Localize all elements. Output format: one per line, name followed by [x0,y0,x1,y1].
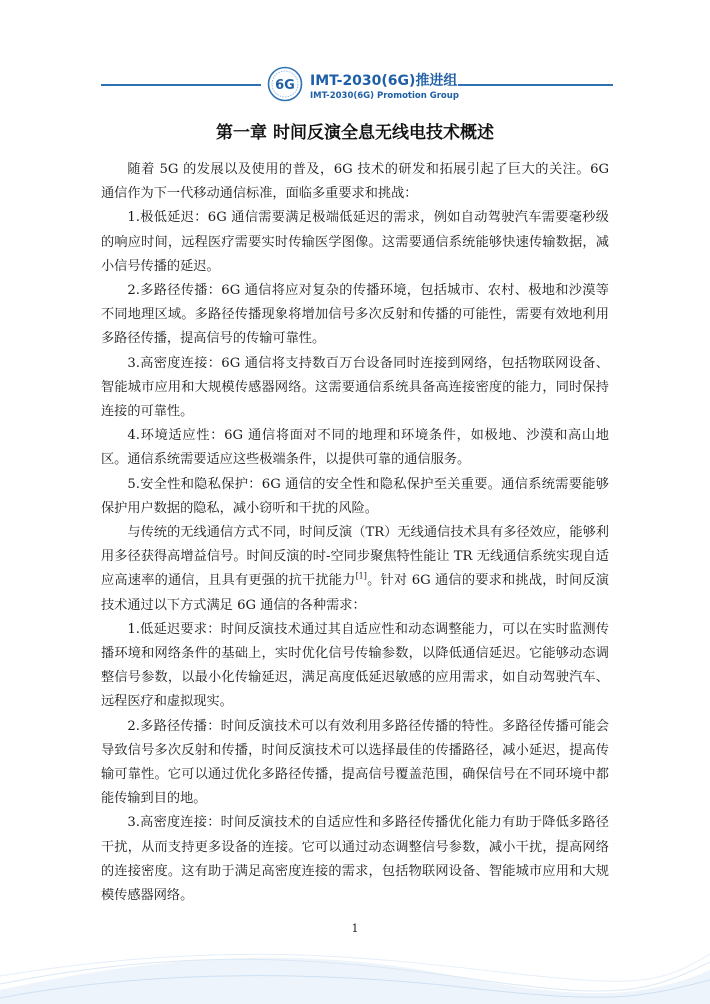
paragraph: 4.环境适应性：6G 通信将面对不同的地理和环境条件，如极地、沙漠和高山地区。通信系统需要适应这些极端条件，以提供可靠的通信服务。 [101,428,609,468]
paragraph-text: 。针对 6G 通信的要求和挑战，时间反演技术通过以下方式满足 6G 通信的各种需求： [101,573,609,613]
paragraph: 2.多路径传播：时间反演技术可以有效利用多路径传播的特性。多路径传播可能会导致信号多次反射和传播，时间反演技术可以选择最佳的传播路径，减小延迟，提高传输可靠性。它可以通过优化多路径传播，提高信号覆盖范围，确保信号在不同环境中都能传输到目的地。 [101,718,609,807]
org-name-en: IMT-2030(6G) Promotion Group [310,91,459,101]
paragraph-text: 与传统的无线通信方式不同，时间反演（TR）无线通信技术具有多径效应，能够利用多径获得高增益信号。时间反演的时-空同步聚焦特性能让 TR 无线通信系统实现自适应高速率的通信，且具有更强的抗干扰能力 [101,525,609,589]
body-text [101,158,609,908]
org-name-cn: IMT-2030(6G)推进组 [310,73,458,89]
header-rule-left [101,84,261,86]
paragraph-tr [101,521,609,618]
paragraph: 1.低延迟要求：时间反演技术通过其自适应性和动态调整能力，可以在实时监测传播环境和网络条件的基础上，实时优化信号传输参数，以降低通信延迟。它能够动态调整信号参数，以最小化传输延迟，满足高度低延迟敏感的应用需求，如自动驾驶汽车、远程医疗和虚拟现实。 [101,621,609,710]
paragraph: 随着 5G 的发展以及使用的普及，6G 技术的研发和拓展引起了巨大的关注。6G 通信作为下一代移动通信标准，面临多重要求和挑战： [101,162,609,202]
chapter-title: 第一章 时间反演全息无线电技术概述 [216,123,494,143]
imt2030-logo-icon [267,66,303,102]
reference-mark: [1] [355,572,367,582]
paragraph: 3.高密度连接：6G 通信将支持数百万台设备同时连接到网络，包括物联网设备、智能城市应用和大规模传感器网络。这需要通信系统具备高连接密度的能力，同时保持连接的可靠性。 [101,355,609,420]
footer-wave-decoration [0,880,710,1004]
header-rule-right [458,84,613,86]
paragraph: 3.高密度连接：时间反演技术的自适应性和多路径传播优化能力有助于降低多路径干扰，从而支持更多设备的连接。它可以通过动态调整信号参数，减小干扰，提高网络的连接密度。这有助于满足高密度连接的需求，包括物联网设备、智能城市应用和大规模传感器网络。 [101,815,609,904]
paragraph: 1.极低延迟：6G 通信需要满足极端低延迟的需求，例如自动驾驶汽车需要毫秒级的响应时间，远程医疗需要实时传输医学图像。这需要通信系统能够快速传输数据，减小信号传播的延迟。 [101,210,609,274]
paragraph: 2.多路径传播：6G 通信将应对复杂的传播环境，包括城市、农村、极地和沙漠等不同地理区域。多路径传播现象将增加信号多次反射和传播的可能性，需要有效地利用多路径传播，提高信号的传输可靠性。 [101,283,609,347]
page-number: 1 [351,922,359,935]
logo-text: 6G [275,78,295,93]
paragraph: 5.安全性和隐私保护：6G 通信的安全性和隐私保护至关重要。通信系统需要能够保护用户数据的隐私，减小窃听和干扰的风险。 [101,476,609,516]
